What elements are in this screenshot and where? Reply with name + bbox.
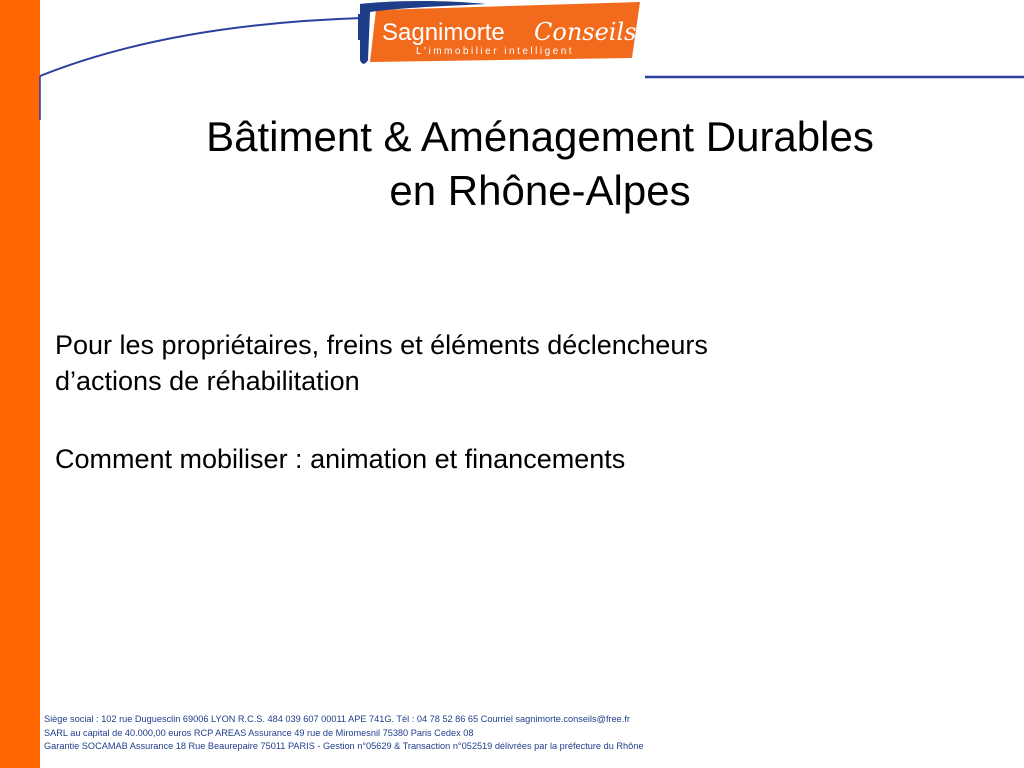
- title-line-1: Bâtiment & Aménagement Durables: [206, 113, 874, 160]
- legal-footer: [44, 713, 1004, 754]
- logo-name-part2: Conseils: [534, 18, 637, 46]
- slide-body: [55, 327, 995, 477]
- body-item-2: Comment mobiliser : animation et financements: [55, 444, 626, 474]
- spacer: [55, 399, 995, 441]
- title-line-2: en Rhône-Alpes: [389, 167, 691, 214]
- body-item-1-line-1: Pour les propriétaires, freins et éléments déclencheurs: [55, 330, 708, 360]
- footer-line-2: SARL au capital de 40.000,00 euros RCP AREAS Assurance 49 rue de Miromesnil 75380 Paris Cedex 08: [44, 727, 474, 738]
- company-logo: [356, 0, 648, 70]
- logo-name-part1: Sagnimorte: [382, 19, 505, 46]
- slide-title: [60, 110, 1020, 218]
- body-item-1-line-2: d’actions de réhabilitation: [55, 366, 360, 396]
- footer-line-3: Garantie SOCAMAB Assurance 18 Rue Beaurepaire 75011 PARIS - Gestion n°05629 & Transaction n°052519 délivrées par la préfecture du Rhône: [44, 741, 644, 751]
- footer-line-1: Siège social : 102 rue Duguesclin 69006 LYON R.C.S. 484 039 607 00011 APE 741G. Tél : 04 78 52 86 65 Courriel sagnimorte.conseils@free.fr: [44, 714, 630, 724]
- logo-tagline: L'immobilier intelligent: [416, 46, 575, 57]
